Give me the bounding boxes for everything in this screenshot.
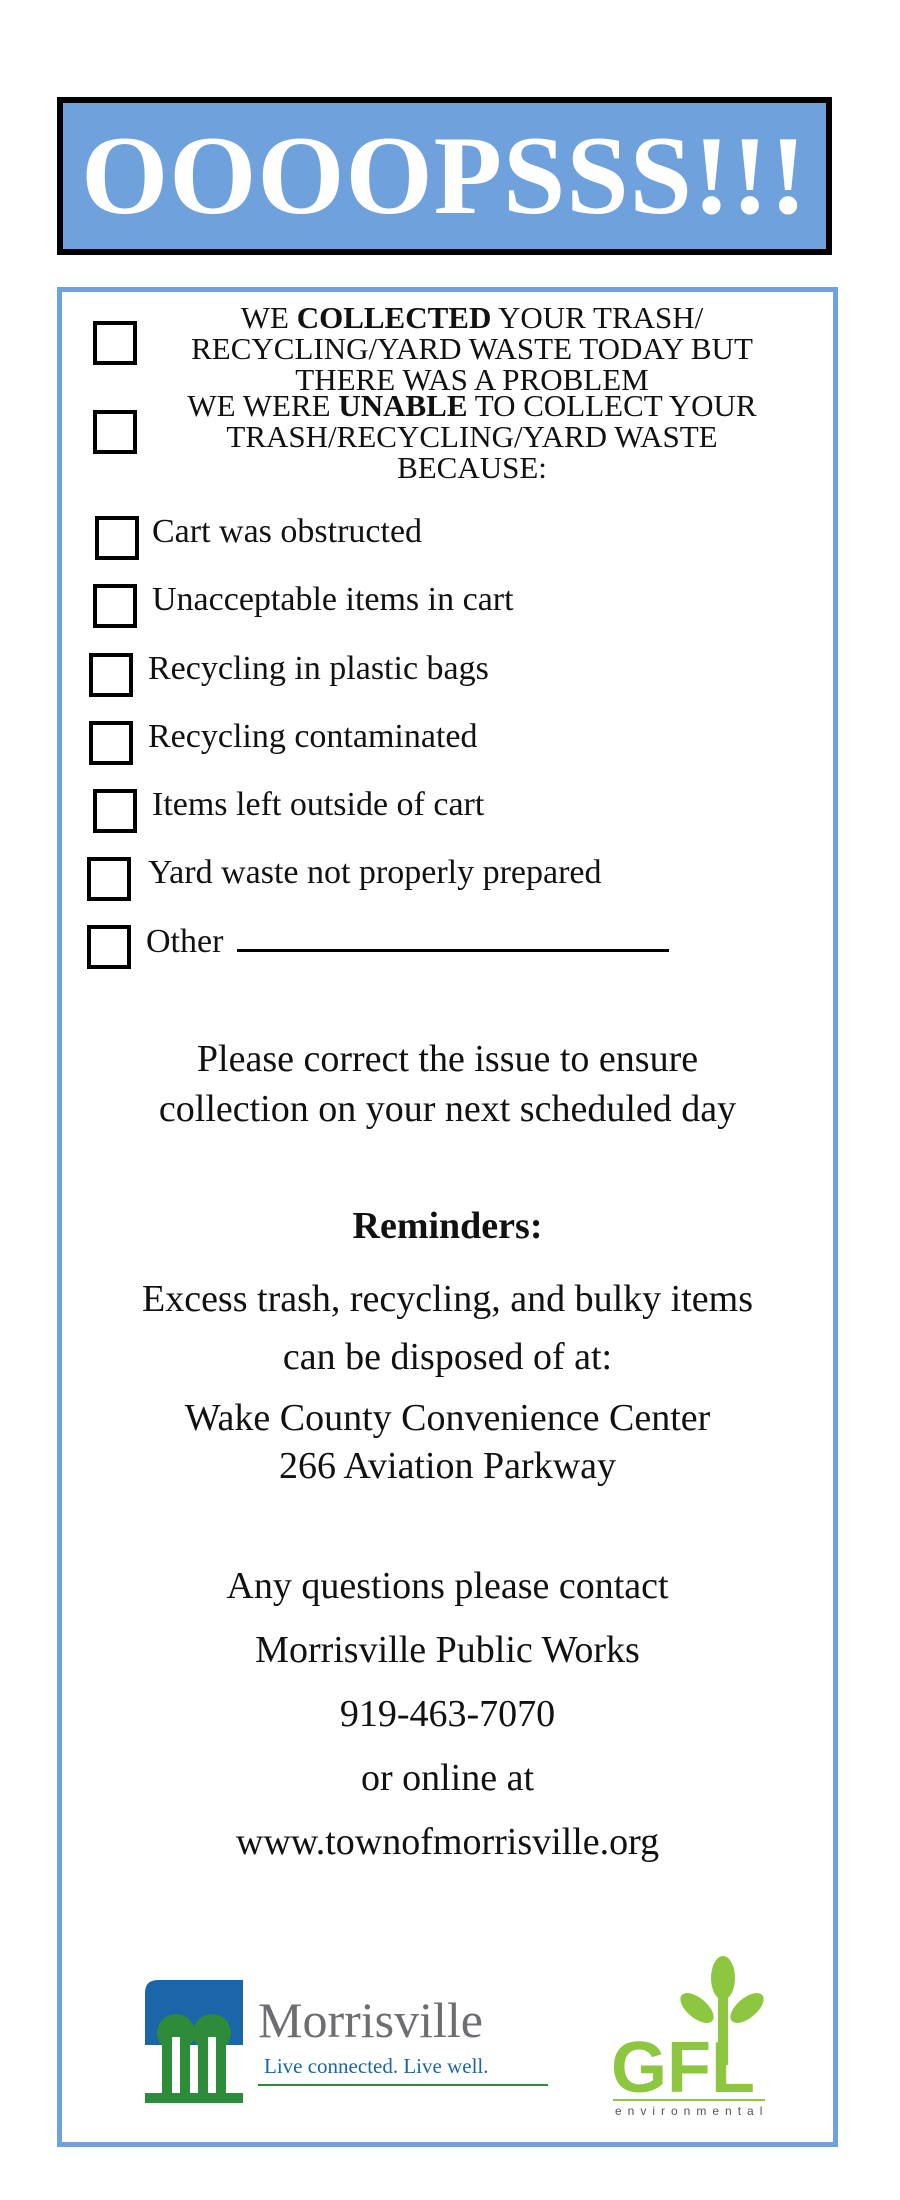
checkbox-reason[interactable] <box>89 653 133 697</box>
reason-label: Recycling in plastic bags <box>148 650 489 687</box>
instruction-text: Please correct the issue to ensure collection on your next scheduled day <box>158 1038 737 1130</box>
convenience-center: Wake County Convenience Center 266 Aviation Parkway <box>184 1397 711 1487</box>
reason-other <box>146 921 669 962</box>
checkbox-reason[interactable] <box>93 789 137 833</box>
status-unable: WE WERE UNABLE TO COLLECT YOUR TRASH/RECYCLING/YARD WASTE BECAUSE: <box>187 388 757 485</box>
tree-icon <box>145 2014 243 2103</box>
checkbox-reason-other[interactable] <box>87 925 131 969</box>
other-blank-line[interactable] <box>237 921 669 952</box>
checkbox-reason[interactable] <box>89 721 133 765</box>
notice-card <box>57 287 838 2147</box>
reason-label: Other <box>146 923 224 960</box>
morrisville-name: Morrisville <box>258 1992 483 2048</box>
checkbox-reason[interactable] <box>93 584 137 628</box>
reason-label: Yard waste not properly prepared <box>148 854 602 891</box>
reason-label: Cart was obstructed <box>152 513 423 550</box>
reason-label: Recycling contaminated <box>148 718 478 755</box>
gfl-name: GFL <box>611 2028 755 2108</box>
reminders-heading: Reminders: <box>352 1205 543 1247</box>
morrisville-logo <box>140 1975 560 2115</box>
phone-number: 919-463-7070 <box>339 1693 556 1735</box>
title-banner <box>57 97 832 255</box>
checkbox-collected[interactable] <box>93 321 137 365</box>
checkbox-reason[interactable] <box>95 516 139 560</box>
gfl-logo <box>605 1950 775 2125</box>
morrisville-tagline: Live connected. Live well. <box>264 2054 489 2078</box>
checkbox-reason[interactable] <box>87 857 131 901</box>
status-collected: WE COLLECTED YOUR TRASH/ RECYCLING/YARD WASTE TODAY BUT THERE WAS A PROBLEM <box>191 300 753 397</box>
contact-info: Any questions please contact Morrisville Public Works 919-463-7070 or online at www.townofmorrisville.org <box>62 1554 833 1874</box>
banner-title: OOOOPSSS!!! <box>81 114 808 238</box>
reason-label: Items left outside of cart <box>152 786 485 823</box>
checkbox-unable[interactable] <box>93 410 137 454</box>
gfl-subtitle: environmental <box>615 2104 769 2118</box>
website-link[interactable]: www.townofmorrisville.org <box>235 1821 660 1863</box>
reason-label: Unacceptable items in cart <box>152 581 514 618</box>
reminders-text: Excess trash, recycling, and bulky items can be disposed of at: <box>141 1278 753 1378</box>
